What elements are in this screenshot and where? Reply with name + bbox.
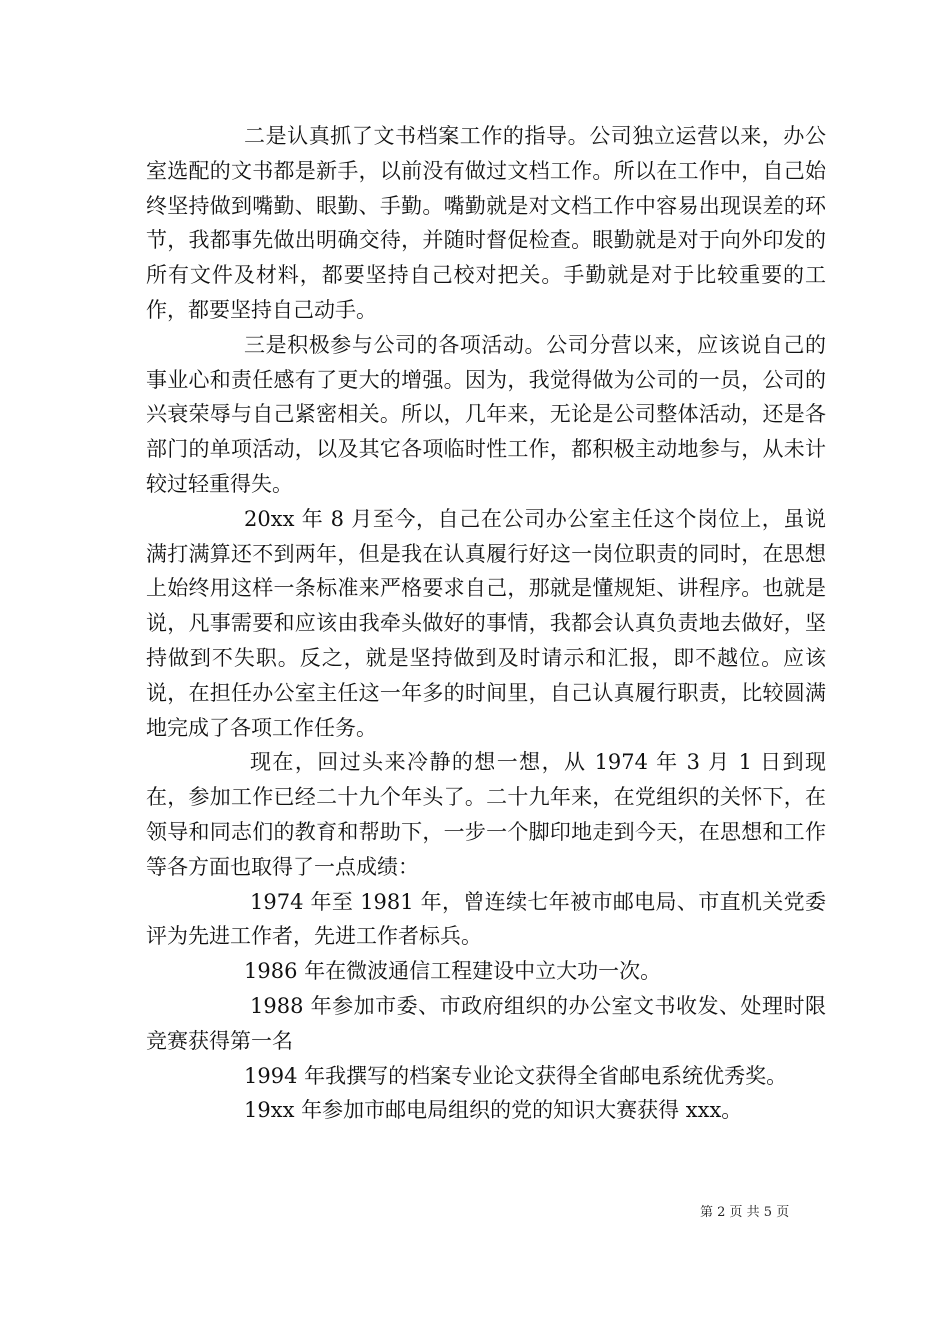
achievement-item: 1986 年在微波通信工程建设中立大功一次。 bbox=[244, 959, 662, 984]
paragraph-archive-guidance: 二是认真抓了文书档案工作的指导。公司独立运营以来，办公室选配的文书都是新手，以前没有做过文档工作。所以在工作中，自己始终坚持做到嘴勤、眼勤、手勤。嘴勤就是对文档工作中容易出现误差的环节，我都事先做出明确交待，并随时督促检查。眼勤就是对于向外印发的所有文件及材料，都要坚持自己校对把关。手勤就是对于比较重要的工作，都要坚持自己动手。 bbox=[146, 124, 826, 322]
paragraph-office-director: 20xx 年 8 月至今，自己在公司办公室主任这个岗位上，虽说满打满算还不到两年，但是我在认真履行好这一岗位职责的同时，在思想上始终用这样一条标准来严格要求自己，那就是懂规矩、讲程序。也就是说，凡事需要和应该由我牵头做好的事情，我都会认真负责地去做好，坚持做到不失职。反之，就是坚持做到及时请示和汇报，即不越位。应该说，在担任办公室主任这一年多的时间里，自己认真履行职责，比较圆满地完成了各项工作任务。 bbox=[146, 506, 826, 740]
paragraph-advanced-worker: 1974 年至 1981 年，曾连续七年被市邮电局、市直机关党委评为先进工作者，先进工作者标兵。 bbox=[146, 889, 826, 949]
document-body bbox=[146, 119, 826, 1128]
paragraph-company-activities: 三是积极参与公司的各项活动。公司分营以来，应该说自己的事业心和责任感有了更大的增强。因为，我觉得做为公司的一员，公司的兴衰荣辱与自己紧密相关。所以，几年来，无论是公司整体活动，还是各部门的单项活动，以及其它各项临时性工作，都积极主动地参与，从未计较过轻重得失。 bbox=[146, 332, 826, 496]
paragraph-career-reflection: 现在，回过头来冷静的想一想，从 1974 年 3 月 1 日到现在，参加工作已经二十九个年头了。二十九年来，在党组织的关怀下，在领导和同志们的教育和帮助下，一步一个脚印地走到今天，在思想和工作等各方面也取得了一点成绩： bbox=[146, 750, 826, 879]
achievement-item: 1988 年参加市委、市政府组织的办公室文书收发、处理时限竞赛获得第一名 bbox=[146, 993, 826, 1053]
achievement-item: 19xx 年参加市邮电局组织的党的知识大赛获得 xxx。 bbox=[244, 1098, 743, 1123]
achievement-item: 1994 年我撰写的档案专业论文获得全省邮电系统优秀奖。 bbox=[244, 1063, 788, 1088]
page-number-footer: 第 2 页 共 5 页 bbox=[700, 1205, 790, 1220]
